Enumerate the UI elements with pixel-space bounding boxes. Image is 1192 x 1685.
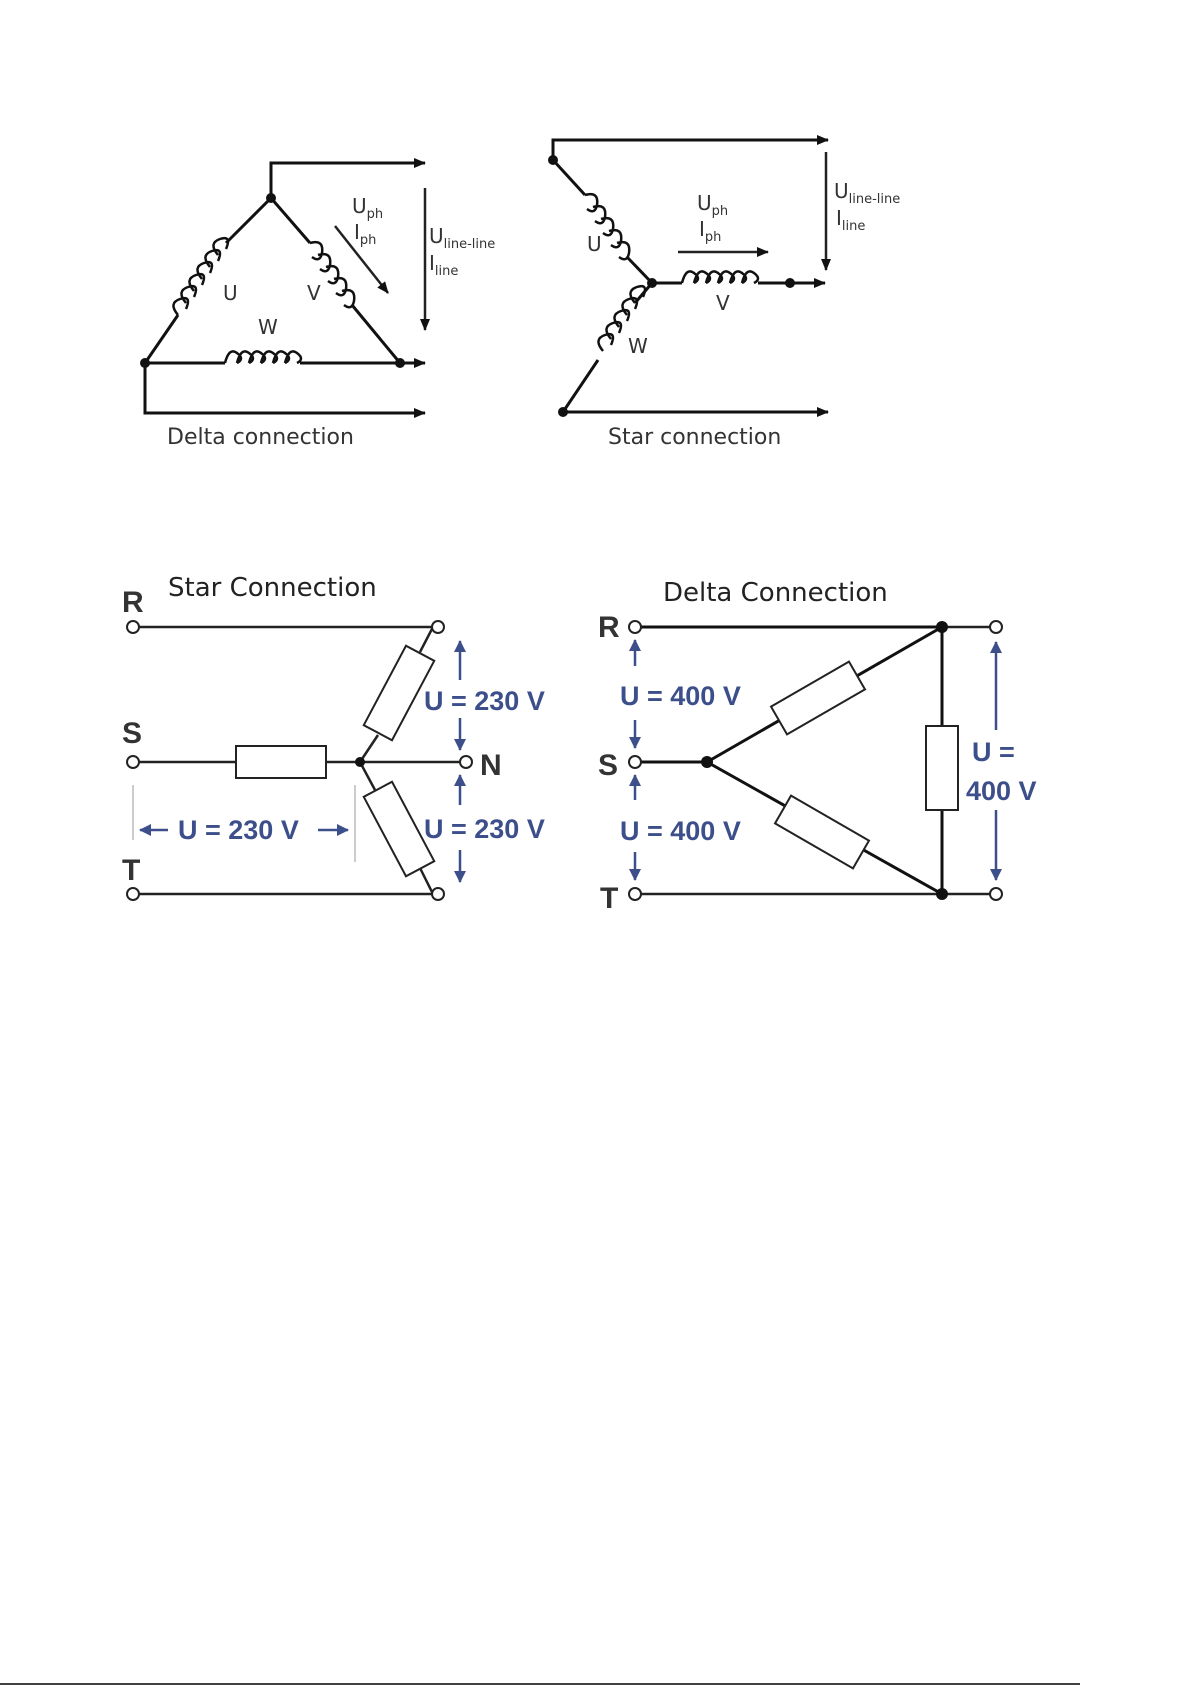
star-resistor-diagram xyxy=(122,573,545,900)
star-phase-voltage: $U_{ph}$ xyxy=(697,191,729,219)
delta-left-lower-wire xyxy=(145,315,178,363)
star-line-top-arrow xyxy=(553,140,828,160)
delta-caption: Delta connection xyxy=(167,425,354,450)
delta-voltage-right-line1: U = xyxy=(972,737,1015,767)
delta-resistor-diagram xyxy=(598,578,1037,915)
star-voltage-horizontal: U = 230 V xyxy=(178,815,299,845)
delta-output-t-dot xyxy=(990,888,1002,900)
star-coil-label-w: W xyxy=(628,334,648,358)
star-line-voltage: $U_{line-line}$ xyxy=(834,179,901,207)
star-line-current: $I_{line}$ xyxy=(836,206,866,234)
delta-node-left xyxy=(140,358,150,368)
delta-coil-u xyxy=(173,238,228,315)
star-w-lower-wire xyxy=(563,360,598,412)
star-junction-r-dot xyxy=(432,621,444,633)
delta-terminal-t-dot xyxy=(629,888,641,900)
delta-resistor-right xyxy=(926,726,958,810)
star-coil-label-u: U xyxy=(587,232,602,256)
delta-right-lower-wire xyxy=(352,305,400,363)
star-center-node xyxy=(355,757,365,767)
delta-voltage-lower: U = 400 V xyxy=(620,816,741,846)
star-caption: Star connection xyxy=(608,425,782,450)
delta-resistor-upper xyxy=(771,662,865,735)
delta-terminal-r: R xyxy=(598,611,620,644)
delta-node-top xyxy=(266,193,276,203)
delta-line-voltage: $U_{line-line}$ xyxy=(429,224,496,252)
delta-terminal-s-dot xyxy=(629,756,641,768)
delta-node-s xyxy=(701,756,713,768)
star-terminal-s: S xyxy=(122,717,143,750)
delta-node-r xyxy=(936,621,948,633)
star-phase-current: $I_{ph}$ xyxy=(699,217,722,245)
star-node-bottom xyxy=(558,407,568,417)
delta-resistor-lower xyxy=(775,796,869,869)
delta-terminal-s: S xyxy=(598,749,619,782)
delta-coil-label-u: U xyxy=(223,281,238,305)
star-wire-upper-branch-top xyxy=(420,627,433,652)
delta-phase-voltage: $U_{ph}$ xyxy=(352,194,384,222)
delta-terminal-r-dot xyxy=(629,621,641,633)
delta-node-t xyxy=(936,888,948,900)
delta-phase-current: $I_{ph}$ xyxy=(354,220,377,248)
star-voltage-upper: U = 230 V xyxy=(424,686,545,716)
star-coil-diagram xyxy=(548,140,900,450)
star-terminal-t: T xyxy=(122,854,141,887)
delta-output-r-dot xyxy=(990,621,1002,633)
star-terminal-n: N xyxy=(480,749,502,782)
star-node-top xyxy=(548,155,558,165)
delta-voltage-upper: U = 400 V xyxy=(620,681,741,711)
delta-title: Delta Connection xyxy=(663,578,888,608)
star-voltage-lower: U = 230 V xyxy=(424,814,545,844)
delta-coil-label-v: V xyxy=(307,281,321,305)
star-resistor-s xyxy=(236,746,326,778)
delta-line-current: $I_{line}$ xyxy=(429,251,459,279)
star-terminal-n-dot xyxy=(460,756,472,768)
delta-terminal-t: T xyxy=(600,882,619,915)
star-terminal-t-dot xyxy=(127,888,139,900)
delta-coil-diagram xyxy=(140,163,495,450)
delta-line-top-arrow xyxy=(271,163,425,198)
star-terminal-r: R xyxy=(122,586,144,619)
star-node-center xyxy=(647,278,657,288)
delta-coil-w xyxy=(225,351,301,363)
delta-line-bottom-arrow xyxy=(145,363,425,413)
delta-coil-label-w: W xyxy=(258,315,278,339)
delta-left-upper-wire xyxy=(226,198,271,243)
star-terminal-r-dot xyxy=(127,621,139,633)
star-coil-v xyxy=(682,271,758,283)
star-title: Star Connection xyxy=(168,573,377,603)
star-wire-lower-branch-bottom xyxy=(420,868,433,894)
star-junction-t-dot xyxy=(432,888,444,900)
delta-voltage-right-line2: 400 V xyxy=(966,776,1037,806)
star-node-right xyxy=(785,278,795,288)
delta-node-right xyxy=(395,358,405,368)
star-terminal-s-dot xyxy=(127,756,139,768)
star-u-lower-wire xyxy=(627,257,652,283)
star-coil-label-v: V xyxy=(716,291,730,315)
delta-right-upper-wire xyxy=(271,198,310,243)
star-u-upper-wire xyxy=(553,160,585,195)
